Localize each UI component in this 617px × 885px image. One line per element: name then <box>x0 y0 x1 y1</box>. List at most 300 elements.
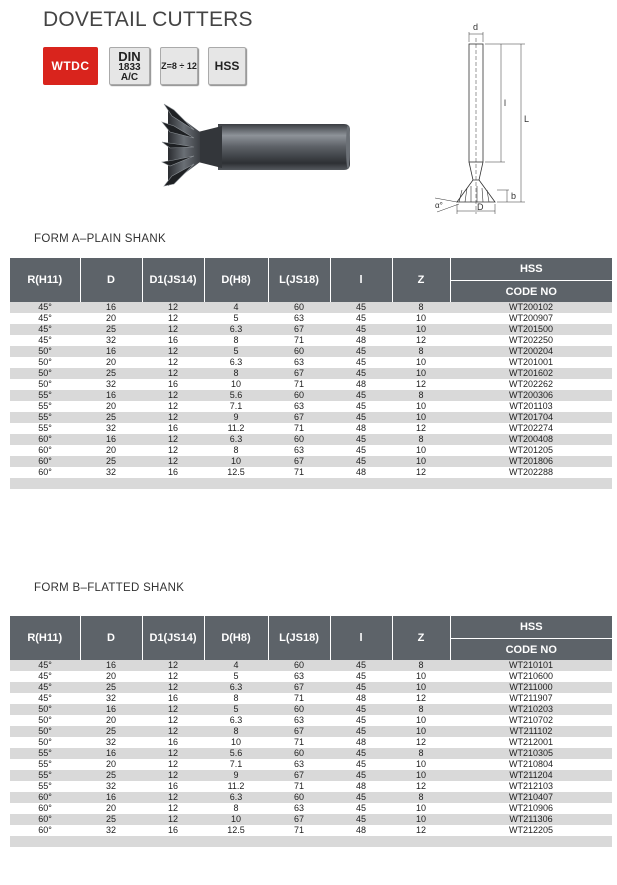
cell-r: 60° <box>10 825 80 836</box>
cell-L: 71 <box>268 825 330 836</box>
cell-r: 50° <box>10 368 80 379</box>
teeth-count-badge: Z=8 ÷ 12 <box>160 47 198 85</box>
cell-r: 55° <box>10 423 80 434</box>
table-row <box>10 368 612 379</box>
table-row <box>10 412 612 423</box>
cell-code: WT201205 <box>450 445 612 456</box>
cell-d1: 12 <box>142 445 204 456</box>
cell-r: 50° <box>10 357 80 368</box>
cell-L: 60 <box>268 434 330 445</box>
cell-r: 45° <box>10 313 80 324</box>
cell-d: 32 <box>80 335 142 346</box>
col-header-hss: HSS <box>450 616 612 639</box>
cell-d1: 12 <box>142 792 204 803</box>
cell-code: WT210702 <box>450 715 612 726</box>
cell-l: 45 <box>330 814 392 825</box>
cell-l: 45 <box>330 368 392 379</box>
cell-code: WT200907 <box>450 313 612 324</box>
cell-r: 50° <box>10 346 80 357</box>
cell-L: 71 <box>268 737 330 748</box>
cell-d-h8: 6.3 <box>204 682 268 693</box>
cell-d: 16 <box>80 390 142 401</box>
cell-d-h8: 4 <box>204 302 268 313</box>
cell-l: 45 <box>330 346 392 357</box>
cell-L: 71 <box>268 335 330 346</box>
cell-code: WT210203 <box>450 704 612 715</box>
cell-L: 63 <box>268 401 330 412</box>
cell-d1: 12 <box>142 368 204 379</box>
table-row <box>10 792 612 803</box>
cell-code: WT201001 <box>450 357 612 368</box>
cell-L: 63 <box>268 357 330 368</box>
cell-z: 12 <box>392 737 450 748</box>
cell-L: 63 <box>268 759 330 770</box>
cell-code: WT210305 <box>450 748 612 759</box>
col-header-L: L(JS18) <box>268 616 330 660</box>
cell-l: 48 <box>330 825 392 836</box>
cell-d-h8: 10 <box>204 456 268 467</box>
cell-code: WT210804 <box>450 759 612 770</box>
cell-code: WT210600 <box>450 671 612 682</box>
cell-l: 45 <box>330 682 392 693</box>
cell-z: 10 <box>392 803 450 814</box>
cell-d-h8: 8 <box>204 445 268 456</box>
din-standard-badge <box>109 47 150 85</box>
cell-z: 12 <box>392 825 450 836</box>
cell-d-h8: 6.3 <box>204 715 268 726</box>
cell-d-h8: 8 <box>204 368 268 379</box>
table-row <box>10 390 612 401</box>
table-row <box>10 346 612 357</box>
form-a-body <box>10 302 612 489</box>
table-row <box>10 671 612 682</box>
cell-d: 25 <box>80 368 142 379</box>
cell-L: 63 <box>268 803 330 814</box>
cell-l: 48 <box>330 335 392 346</box>
cell-d1: 16 <box>142 781 204 792</box>
cell-code: WT202288 <box>450 467 612 478</box>
col-header-d: D <box>80 616 142 660</box>
cell-code: WT211102 <box>450 726 612 737</box>
cell-r: 55° <box>10 390 80 401</box>
cell-d-h8: 12.5 <box>204 825 268 836</box>
cell-d-h8: 6.3 <box>204 324 268 335</box>
cell-d1: 12 <box>142 434 204 445</box>
cell-d: 20 <box>80 803 142 814</box>
cell-z: 8 <box>392 434 450 445</box>
cell-d1: 16 <box>142 693 204 704</box>
cell-d1: 12 <box>142 357 204 368</box>
cell-d: 16 <box>80 748 142 759</box>
cell-code: WT212001 <box>450 737 612 748</box>
cell-L: 71 <box>268 693 330 704</box>
cell-l: 45 <box>330 792 392 803</box>
cell-d-h8: 6.3 <box>204 792 268 803</box>
cell-d: 32 <box>80 379 142 390</box>
cell-z: 8 <box>392 704 450 715</box>
cell-l: 45 <box>330 715 392 726</box>
cell-l: 45 <box>330 412 392 423</box>
cell-r: 45° <box>10 660 80 671</box>
cell-l: 45 <box>330 671 392 682</box>
cell-r: 45° <box>10 671 80 682</box>
table-row <box>10 814 612 825</box>
table-footer-cell <box>10 836 612 847</box>
cell-L: 63 <box>268 445 330 456</box>
col-header-d: D <box>80 258 142 302</box>
cell-d1: 12 <box>142 302 204 313</box>
table-row <box>10 737 612 748</box>
cell-d-h8: 8 <box>204 335 268 346</box>
table-footer-row <box>10 836 612 847</box>
cell-d1: 12 <box>142 671 204 682</box>
cell-L: 67 <box>268 324 330 335</box>
cell-l: 48 <box>330 781 392 792</box>
cell-d-h8: 11.2 <box>204 423 268 434</box>
cell-code: WT210906 <box>450 803 612 814</box>
cell-d1: 12 <box>142 682 204 693</box>
cell-d1: 12 <box>142 390 204 401</box>
cell-z: 10 <box>392 770 450 781</box>
col-header-L: L(JS18) <box>268 258 330 302</box>
cell-code: WT201103 <box>450 401 612 412</box>
cell-r: 55° <box>10 748 80 759</box>
col-header-l: l <box>330 258 392 302</box>
cell-d1: 16 <box>142 379 204 390</box>
table-row <box>10 715 612 726</box>
cell-z: 8 <box>392 390 450 401</box>
cell-d: 32 <box>80 825 142 836</box>
col-header-z: Z <box>392 616 450 660</box>
cell-d: 20 <box>80 401 142 412</box>
cell-z: 8 <box>392 346 450 357</box>
cell-code: WT202250 <box>450 335 612 346</box>
cell-L: 60 <box>268 660 330 671</box>
cell-code: WT200204 <box>450 346 612 357</box>
cell-d1: 16 <box>142 335 204 346</box>
cell-d-h8: 4 <box>204 660 268 671</box>
cell-d1: 12 <box>142 726 204 737</box>
col-header-l: l <box>330 616 392 660</box>
material-badge: HSS <box>208 47 246 85</box>
technical-drawing <box>425 18 545 218</box>
drawing-label-d: d <box>473 22 479 32</box>
cell-z: 10 <box>392 814 450 825</box>
col-header-code: CODE NO <box>450 281 612 303</box>
cell-code: WT202262 <box>450 379 612 390</box>
cell-code: WT211907 <box>450 693 612 704</box>
cell-d: 16 <box>80 660 142 671</box>
table-row <box>10 682 612 693</box>
cell-d1: 16 <box>142 737 204 748</box>
cell-d1: 12 <box>142 313 204 324</box>
cell-L: 67 <box>268 682 330 693</box>
cell-d-h8: 5 <box>204 671 268 682</box>
table-row <box>10 781 612 792</box>
cell-d: 25 <box>80 726 142 737</box>
cell-code: WT211000 <box>450 682 612 693</box>
cell-d-h8: 6.3 <box>204 357 268 368</box>
cell-z: 12 <box>392 335 450 346</box>
table-footer-row <box>10 478 612 489</box>
table-row <box>10 825 612 836</box>
cell-L: 67 <box>268 770 330 781</box>
form-a-title: FORM A–PLAIN SHANK <box>34 233 166 245</box>
cell-d-h8: 11.2 <box>204 781 268 792</box>
cell-l: 45 <box>330 770 392 781</box>
cell-d: 16 <box>80 792 142 803</box>
cell-code: WT211204 <box>450 770 612 781</box>
cell-d1: 12 <box>142 814 204 825</box>
cell-r: 60° <box>10 792 80 803</box>
cell-d: 20 <box>80 759 142 770</box>
cell-r: 60° <box>10 456 80 467</box>
table-row <box>10 445 612 456</box>
cell-r: 45° <box>10 302 80 313</box>
cell-code: WT211306 <box>450 814 612 825</box>
cell-d-h8: 5.6 <box>204 748 268 759</box>
cell-l: 45 <box>330 434 392 445</box>
cell-L: 67 <box>268 368 330 379</box>
cell-z: 8 <box>392 660 450 671</box>
cell-l: 45 <box>330 704 392 715</box>
cell-z: 10 <box>392 456 450 467</box>
cell-d1: 12 <box>142 660 204 671</box>
cell-d-h8: 8 <box>204 693 268 704</box>
cell-code: WT201500 <box>450 324 612 335</box>
cell-l: 45 <box>330 803 392 814</box>
cell-L: 67 <box>268 814 330 825</box>
cell-code: WT201602 <box>450 368 612 379</box>
table-row <box>10 423 612 434</box>
cell-r: 45° <box>10 682 80 693</box>
table-row <box>10 693 612 704</box>
cell-l: 45 <box>330 759 392 770</box>
col-header-r: R(H11) <box>10 258 80 302</box>
cell-r: 55° <box>10 759 80 770</box>
drawing-label-b: b <box>511 191 517 201</box>
drawing-label-D: D <box>477 202 484 212</box>
cell-r: 55° <box>10 401 80 412</box>
cell-L: 63 <box>268 715 330 726</box>
cell-r: 60° <box>10 434 80 445</box>
cell-d: 25 <box>80 682 142 693</box>
cell-L: 71 <box>268 379 330 390</box>
cell-d-h8: 7.1 <box>204 401 268 412</box>
cell-l: 45 <box>330 456 392 467</box>
cell-z: 10 <box>392 759 450 770</box>
cell-z: 10 <box>392 726 450 737</box>
cell-code: WT200306 <box>450 390 612 401</box>
cell-l: 45 <box>330 302 392 313</box>
cell-r: 45° <box>10 693 80 704</box>
cell-d: 32 <box>80 467 142 478</box>
cell-r: 50° <box>10 704 80 715</box>
cell-d: 32 <box>80 781 142 792</box>
cell-d1: 12 <box>142 715 204 726</box>
cell-r: 45° <box>10 335 80 346</box>
cell-l: 45 <box>330 726 392 737</box>
table-row <box>10 726 612 737</box>
cell-L: 71 <box>268 467 330 478</box>
cell-d1: 16 <box>142 423 204 434</box>
cell-code: WT200102 <box>450 302 612 313</box>
din-number: 1833 <box>118 61 141 73</box>
cell-l: 48 <box>330 379 392 390</box>
cell-z: 12 <box>392 781 450 792</box>
din-label: DIN <box>118 48 141 64</box>
table-row <box>10 401 612 412</box>
brand-badge: WTDC <box>43 47 98 85</box>
table-row <box>10 357 612 368</box>
cell-d-h8: 5 <box>204 346 268 357</box>
cell-r: 60° <box>10 803 80 814</box>
table-row <box>10 748 612 759</box>
col-header-r: R(H11) <box>10 616 80 660</box>
cell-z: 10 <box>392 313 450 324</box>
cell-z: 10 <box>392 445 450 456</box>
cell-d: 16 <box>80 434 142 445</box>
cell-d: 25 <box>80 324 142 335</box>
drawing-label-L: L <box>524 114 530 124</box>
cell-d: 25 <box>80 412 142 423</box>
col-header-z: Z <box>392 258 450 302</box>
cell-d: 32 <box>80 693 142 704</box>
col-header-d1: D1(JS14) <box>142 616 204 660</box>
cell-z: 12 <box>392 379 450 390</box>
cell-r: 50° <box>10 726 80 737</box>
cutter-photo <box>160 100 360 195</box>
form-a-table <box>10 258 612 489</box>
cell-L: 71 <box>268 781 330 792</box>
cell-d-h8: 10 <box>204 737 268 748</box>
cell-d: 16 <box>80 704 142 715</box>
cell-l: 48 <box>330 423 392 434</box>
cell-d1: 16 <box>142 825 204 836</box>
cell-d-h8: 9 <box>204 412 268 423</box>
cell-l: 45 <box>330 401 392 412</box>
table-row <box>10 335 612 346</box>
cell-l: 48 <box>330 737 392 748</box>
table-row <box>10 434 612 445</box>
drawing-label-l: l <box>504 98 506 108</box>
cell-L: 63 <box>268 671 330 682</box>
cell-L: 60 <box>268 748 330 759</box>
cell-d-h8: 7.1 <box>204 759 268 770</box>
table-row <box>10 803 612 814</box>
cell-d1: 12 <box>142 412 204 423</box>
din-form: A/C <box>120 71 139 83</box>
cell-l: 45 <box>330 357 392 368</box>
table-row <box>10 759 612 770</box>
cell-z: 8 <box>392 792 450 803</box>
cell-d1: 12 <box>142 456 204 467</box>
col-header-d-h8: D(H8) <box>204 616 268 660</box>
cell-d: 32 <box>80 737 142 748</box>
cell-d-h8: 8 <box>204 803 268 814</box>
cell-r: 50° <box>10 379 80 390</box>
cell-d-h8: 10 <box>204 379 268 390</box>
cell-r: 60° <box>10 445 80 456</box>
table-row <box>10 313 612 324</box>
cell-L: 67 <box>268 726 330 737</box>
cell-d: 16 <box>80 346 142 357</box>
table-row <box>10 456 612 467</box>
table-row <box>10 770 612 781</box>
cell-d: 20 <box>80 445 142 456</box>
cell-z: 10 <box>392 368 450 379</box>
cell-L: 67 <box>268 412 330 423</box>
cell-L: 60 <box>268 792 330 803</box>
cell-z: 12 <box>392 467 450 478</box>
cell-d-h8: 5 <box>204 704 268 715</box>
cell-z: 12 <box>392 423 450 434</box>
cell-z: 10 <box>392 682 450 693</box>
form-b-title: FORM B–FLATTED SHANK <box>34 582 185 594</box>
table-row <box>10 660 612 671</box>
cell-d1: 12 <box>142 748 204 759</box>
cell-code: WT212205 <box>450 825 612 836</box>
cell-z: 12 <box>392 693 450 704</box>
cell-d: 32 <box>80 423 142 434</box>
cell-code: WT201704 <box>450 412 612 423</box>
cell-d1: 16 <box>142 467 204 478</box>
form-b-body <box>10 660 612 847</box>
cell-L: 60 <box>268 346 330 357</box>
cell-r: 55° <box>10 781 80 792</box>
cell-z: 8 <box>392 302 450 313</box>
cell-d-h8: 5.6 <box>204 390 268 401</box>
col-header-d-h8: D(H8) <box>204 258 268 302</box>
cell-d1: 12 <box>142 803 204 814</box>
cell-d1: 12 <box>142 401 204 412</box>
cell-d-h8: 10 <box>204 814 268 825</box>
cell-l: 45 <box>330 313 392 324</box>
cell-d: 25 <box>80 814 142 825</box>
form-b-table <box>10 616 612 847</box>
cell-d: 25 <box>80 456 142 467</box>
cell-l: 45 <box>330 390 392 401</box>
cell-d-h8: 5 <box>204 313 268 324</box>
table-row <box>10 302 612 313</box>
cell-L: 60 <box>268 302 330 313</box>
cell-r: 50° <box>10 737 80 748</box>
cell-code: WT210407 <box>450 792 612 803</box>
cell-d: 20 <box>80 313 142 324</box>
drawing-label-angle: α° <box>435 201 443 210</box>
cell-d1: 12 <box>142 346 204 357</box>
cell-d1: 12 <box>142 770 204 781</box>
table-footer-cell <box>10 478 612 489</box>
cell-d-h8: 12.5 <box>204 467 268 478</box>
col-header-code: CODE NO <box>450 639 612 661</box>
cell-code: WT210101 <box>450 660 612 671</box>
cell-d1: 12 <box>142 324 204 335</box>
col-header-hss: HSS <box>450 258 612 281</box>
cell-l: 45 <box>330 660 392 671</box>
cell-code: WT200408 <box>450 434 612 445</box>
cell-d: 25 <box>80 770 142 781</box>
table-row <box>10 704 612 715</box>
cell-z: 10 <box>392 324 450 335</box>
cell-d: 20 <box>80 671 142 682</box>
cell-z: 10 <box>392 671 450 682</box>
cell-l: 45 <box>330 748 392 759</box>
cell-l: 48 <box>330 467 392 478</box>
cell-r: 50° <box>10 715 80 726</box>
cell-z: 10 <box>392 412 450 423</box>
table-row <box>10 324 612 335</box>
